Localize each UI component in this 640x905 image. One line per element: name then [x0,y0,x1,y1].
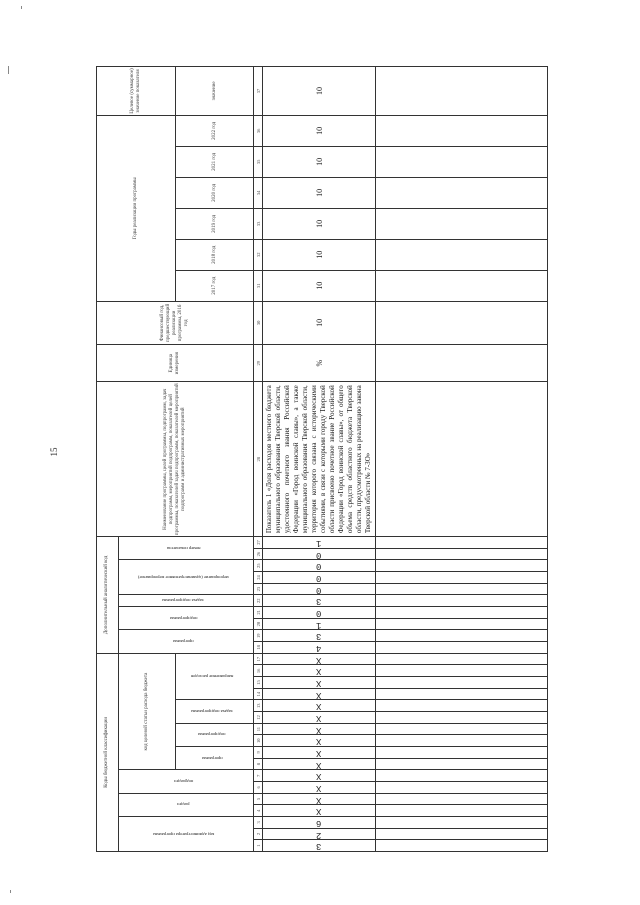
code-cell: Х [263,712,376,724]
code-cell: 1 [263,537,376,549]
column-number: 10 [254,735,263,747]
unit-header: Единица измерения [97,345,254,382]
column-number: 18 [254,642,263,654]
column-number: 27 [254,537,263,549]
empty-cell [376,712,548,724]
code-cell: Х [263,747,376,759]
column-number: 14 [254,688,263,700]
empty-cell [376,735,548,747]
additional-codes-header: Дополнительный аналитический код [97,537,119,654]
column-number: 32 [254,239,263,270]
indicator-year-2019-value: 10 [263,208,376,239]
column-number: 24 [254,572,263,584]
indicator-description: Показатель 1 «Доля расходов местного бюджета муниципального образования Тверской области, удостоенного почетного звания Российской Федерации «Город воинской славы», а также муниципального образования Тверской области, территория которого связана с историческими событиями, в связи с которыми городу Тверской области присвоено почетное звание Российской Федерации «Город воинской славы», от общего объема средств областного бюджета Тверской области, предусмотренных на реализацию закона Тверской области № 7-ЗО» [263,382,376,537]
code-cell: 0 [263,607,376,619]
empty-cell [376,630,548,642]
code-cell: Х [263,770,376,782]
document-page [96,66,548,852]
empty-cell [376,642,548,654]
indicator-year-2020-value: 10 [263,177,376,208]
empty-cell [376,115,548,146]
empty-cell [376,618,548,630]
column-number: 19 [254,630,263,642]
column-number: 21 [254,607,263,619]
code-cell: 0 [263,548,376,560]
column-number: 17 [254,653,263,665]
code-cell: Х [263,665,376,677]
empty-cell [376,688,548,700]
empty-cell [376,828,548,840]
empty-cell [376,653,548,665]
empty-cell [376,758,548,770]
code-cell: 2 [263,828,376,840]
empty-cell [376,301,548,344]
scan-mark [8,66,9,74]
code-cell: 0 [263,572,376,584]
target-item-header: код целевой статьи расхода бюджета [118,653,175,770]
column-number-row [254,67,263,852]
code-cell: 0 [263,583,376,595]
column-number: 3 [254,817,263,829]
indicator-code-header: номер показателя [118,537,253,560]
empty-cell [376,239,548,270]
indicator-year-2021-value: 10 [263,146,376,177]
admin-code-header: код администратора программы [118,817,253,852]
column-number: 36 [254,115,263,146]
code-cell: 3 [263,840,376,852]
fiscal-year-header: Финансовый год, предшествующий реализации программы, 2016 год [97,301,254,344]
empty-cell [376,583,548,595]
column-number: 35 [254,146,263,177]
column-number: 28 [254,382,263,537]
indicator-unit: % [263,345,376,382]
column-number: 33 [254,208,263,239]
year-2017-header: 2017 год [176,270,254,301]
column-number: 9 [254,747,263,759]
empty-cell [376,607,548,619]
column-number: 26 [254,548,263,560]
code-cell: 4 [263,642,376,654]
year-2022-header: 2022 год [176,115,254,146]
code-cell: Х [263,688,376,700]
empty-cell [376,793,548,805]
empty-cell [376,723,548,735]
column-number: 6 [254,782,263,794]
column-number: 37 [254,67,263,116]
section-header: раздел [118,793,253,816]
code-cell: Х [263,677,376,689]
column-number: 12 [254,712,263,724]
empty-cell [376,177,548,208]
code-cell: Х [263,793,376,805]
code-cell: 6 [263,817,376,829]
column-number: 13 [254,700,263,712]
empty-cell [376,345,548,382]
indicator-fiscal-value: 10 [263,301,376,344]
column-number: 1 [254,840,263,852]
empty-cell [376,805,548,817]
name-header: Наименование программы, целей программы, подпрограмм, задач подпрограмм, мероприятий подпрограмм, показателей целей программы, показателей задач подпрограмм, показателей мероприятий подпрограмм и административных мероприятий [97,382,254,537]
program-indicator-table [96,66,548,852]
code-cell: 3 [263,595,376,607]
subprogram-header: подпрограмма [176,723,254,746]
scan-mark [21,6,22,9]
code-cell: Х [263,782,376,794]
code-cell: Х [263,735,376,747]
header-row-1 [97,67,119,852]
column-number: 29 [254,345,263,382]
task-header: задача подпрограммы [176,700,254,723]
value-header: значение [176,67,254,116]
column-number: 30 [254,301,263,344]
column-number: 5 [254,793,263,805]
year-2020-header: 2020 год [176,177,254,208]
activity-direction-header: направление расходов [176,653,254,700]
column-number: 8 [254,758,263,770]
empty-cell [376,677,548,689]
column-number: 20 [254,618,263,630]
code-cell: Х [263,805,376,817]
years-group-header: Годы реализации программы [97,115,176,301]
code-cell: 3 [263,630,376,642]
empty-cell [376,782,548,794]
column-number: 23 [254,583,263,595]
task-code-header: задача подпрограммы [118,595,253,607]
column-number: 11 [254,723,263,735]
empty-cell [376,817,548,829]
program-header: программа [176,747,254,770]
event-code-header: мероприятие (административное мероприятие) [118,560,253,595]
empty-cell [376,595,548,607]
empty-cell [376,572,548,584]
empty-cell [376,537,548,549]
code-cell: Х [263,723,376,735]
subsection-header: подраздел [118,770,253,793]
code-cell: 0 [263,560,376,572]
empty-cell [376,67,548,116]
empty-cell [376,146,548,177]
program-indicator-table-wrapper [96,66,548,852]
column-number: 22 [254,595,263,607]
column-number: 16 [254,665,263,677]
code-cell: Х [263,758,376,770]
empty-cell [376,382,548,537]
year-2021-header: 2021 год [176,146,254,177]
program-code-header: программа [118,630,253,653]
code-cell: 1 [263,618,376,630]
empty-cell [376,208,548,239]
year-2018-header: 2018 год [176,239,254,270]
empty-cell [376,560,548,572]
code-cell: Х [263,653,376,665]
empty-cell [376,270,548,301]
empty-cell [376,700,548,712]
column-number: 34 [254,177,263,208]
empty-cell [376,840,548,852]
empty-row [376,67,548,852]
scan-mark [10,890,11,893]
column-number: 7 [254,770,263,782]
empty-cell [376,665,548,677]
column-number: 31 [254,270,263,301]
subprogram-code-header: подпрограмма [118,607,253,630]
column-number: 25 [254,560,263,572]
year-2019-header: 2019 год [176,208,254,239]
empty-cell [376,548,548,560]
page-number: 15 [49,447,59,457]
column-number: 2 [254,828,263,840]
empty-cell [376,747,548,759]
indicator-row [263,67,376,852]
column-number: 4 [254,805,263,817]
empty-cell [376,770,548,782]
indicator-target-value: 10 [263,67,376,116]
code-cell: Х [263,700,376,712]
column-number: 15 [254,677,263,689]
budget-codes-header: Коды бюджетной классификации [97,653,119,851]
indicator-year-2017-value: 10 [263,270,376,301]
target-value-header: Целевое (суммарное) значение показателя [97,67,176,116]
indicator-year-2022-value: 10 [263,115,376,146]
indicator-year-2018-value: 10 [263,239,376,270]
